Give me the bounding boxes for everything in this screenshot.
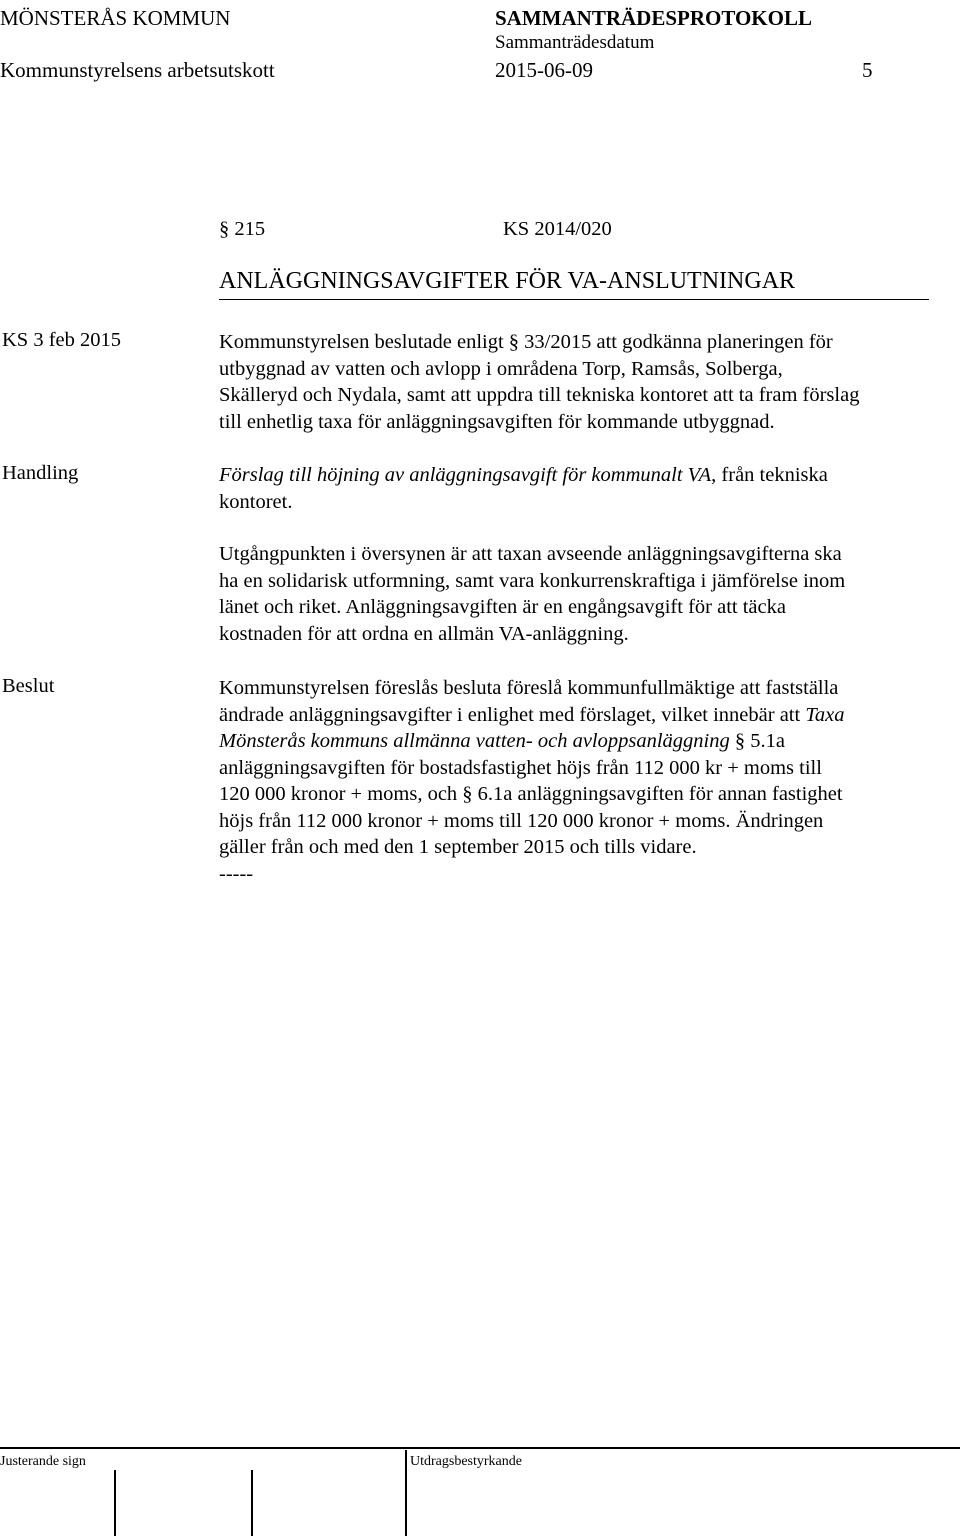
paragraph-line: till enhetlig taxa för anläggningsavgiften för kommande utbyggnad. [219, 410, 775, 433]
paragraph-line: länet och riket. Anläggningsavgiften är en engångsavgift för att täcka [219, 596, 786, 618]
paragraph-line: gäller från och med den 1 september 2015 och tills vidare. [219, 836, 697, 858]
signature-box-divider [114, 1470, 116, 1536]
paragraph-line [219, 462, 828, 489]
utdragsbestyrkande-label: Utdragsbestyrkande [410, 1454, 522, 1469]
committee-name: Kommunstyrelsens arbetsutskott [0, 58, 275, 82]
organization-name: MÖNSTERÅS KOMMUN [0, 6, 231, 30]
case-number: KS 2014/020 [503, 218, 612, 240]
handling-document-title: Förslag till höjning av anläggningsavgift för kommunalt VA [219, 464, 712, 486]
paragraph-line: utbyggnad av vatten och avlopp i områdena Torp, Ramsås, Solberga, [219, 357, 783, 380]
paragraph-line: kostnaden för att ordna en allmän VA-anläggning. [219, 622, 629, 645]
document-type: SAMMANTRÄDESPROTOKOLL [495, 6, 812, 30]
handling-label: Handling [2, 462, 79, 484]
paragraph-line: ha en solidarisk utformning, samt vara konkurrenskraftiga i jämförelse inom [219, 569, 846, 592]
paragraph-line [219, 728, 844, 755]
paragraph-decision [219, 675, 844, 887]
taxa-title-rest: Mönsterås kommuns allmänna vatten- och avloppsanläggning [219, 730, 730, 752]
item-title: ANLÄGGNINGSAVGIFTER FÖR VA-ANSLUTNINGAR [219, 268, 796, 294]
title-underline [219, 299, 929, 300]
ks-reference-label: KS 3 feb 2015 [2, 329, 122, 351]
paragraph-line: Kommunstyrelsen föreslås besluta föreslå kommunfullmäktige att fastställa [219, 677, 839, 699]
end-mark: ----- [219, 862, 254, 885]
paragraph-line: Utgångpunkten i översynen är att taxan avseende anläggningsavgifterna ska [219, 543, 842, 565]
paragraph-background [219, 329, 859, 435]
paragraph-line: Skälleryd och Nydala, samt att uppdra till tekniska kontoret att ta fram förslag [219, 384, 860, 406]
decision-text: ändrade anläggningsavgifter i enlighet med förslaget, vilket innebär att [219, 703, 806, 726]
paragraph-line: höjs från 112 000 kronor + moms till 120 000 kronor + moms. Ändringen [219, 809, 824, 832]
section-number: § 215 [219, 218, 266, 240]
paragraph-line: kontoret. [219, 490, 293, 513]
section-ref: § 5.1a [729, 730, 785, 752]
paragraph-line: Kommunstyrelsen beslutade enligt § 33/2015 att godkänna planeringen för [219, 331, 833, 353]
beslut-label: Beslut [2, 675, 55, 697]
footer-rule [0, 1447, 960, 1449]
signature-box-divider [251, 1470, 253, 1536]
paragraph-line: 120 000 kronor + moms, och § 6.1a anläggningsavgiften för annan fastighet [219, 783, 843, 805]
date-label: Sammanträdesdatum [495, 32, 655, 53]
page-number: 5 [862, 58, 873, 82]
handling-source: , från tekniska [711, 464, 828, 486]
signature-box-divider [405, 1450, 407, 1536]
paragraph-rationale [219, 541, 845, 647]
paragraph-handling [219, 462, 828, 515]
taxa-title-start: Taxa [805, 703, 845, 726]
meeting-date: 2015-06-09 [495, 58, 593, 82]
paragraph-line: anläggningsavgiften för bostadsfastighet höjs från 112 000 kr + moms till [219, 756, 822, 779]
paragraph-line [219, 702, 844, 729]
justerande-sign-label: Justerande sign [0, 1454, 86, 1469]
